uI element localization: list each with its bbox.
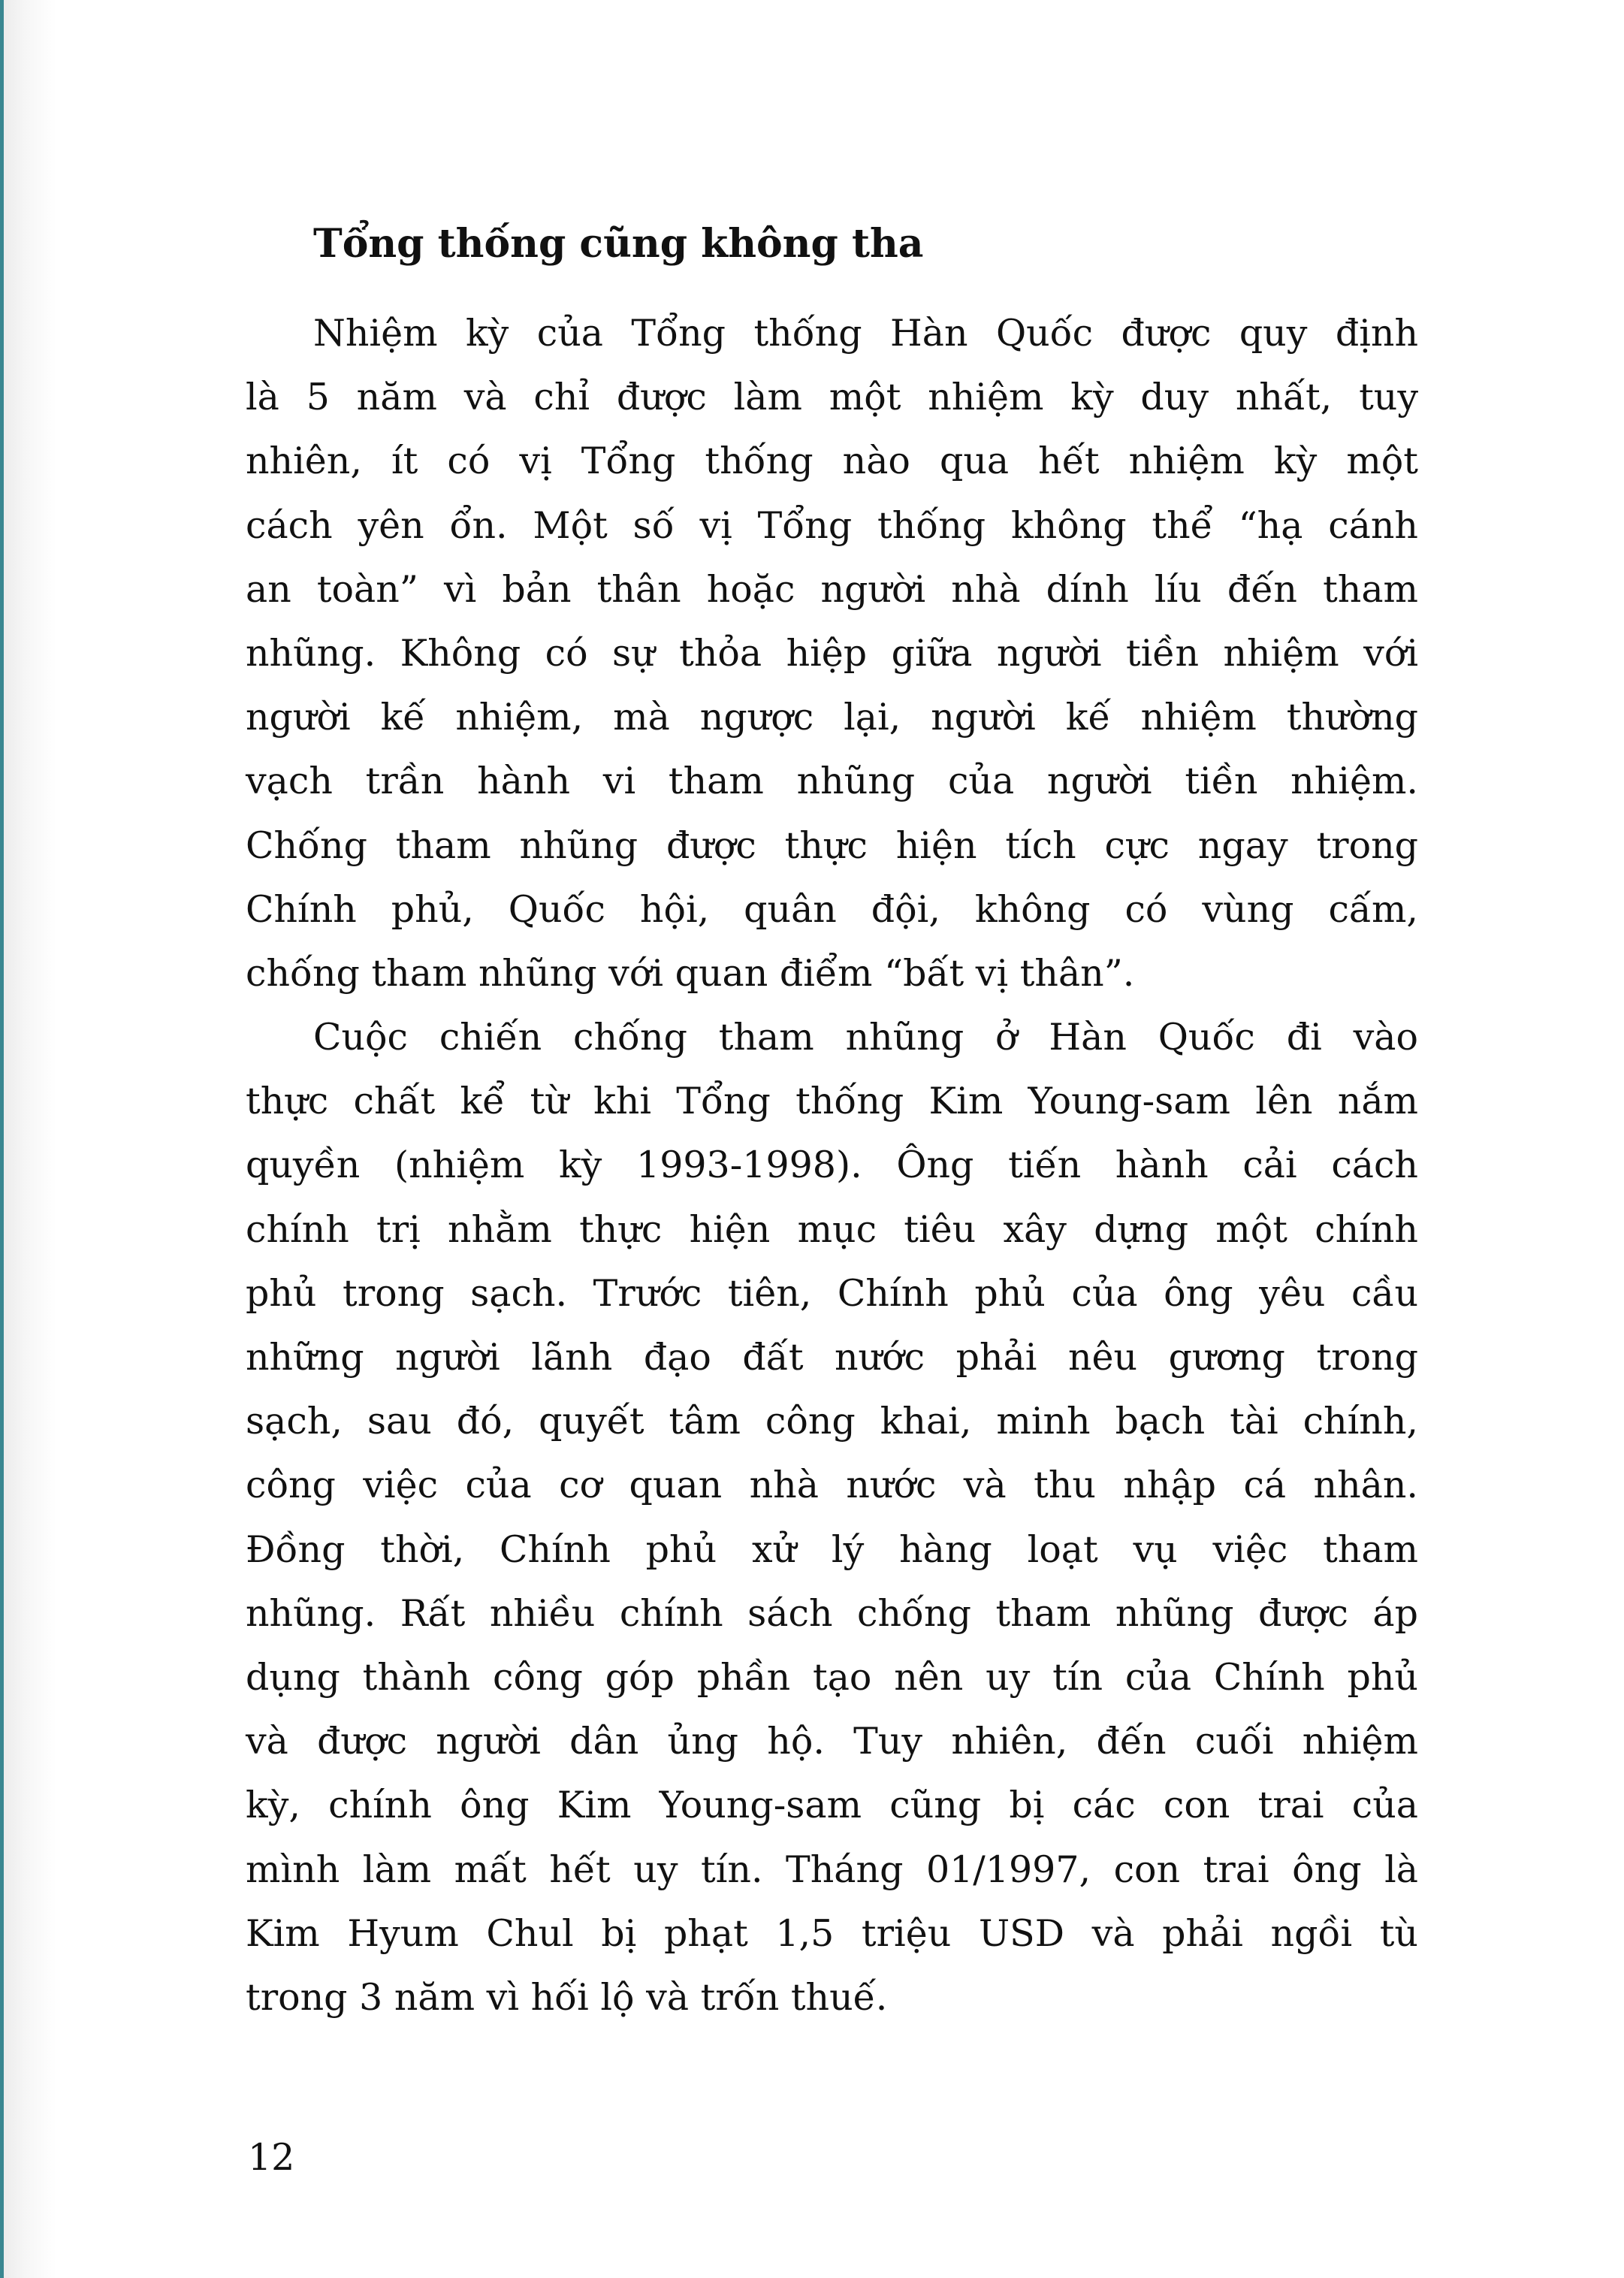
text-line: mình làm mất hết uy tín. Tháng 01/1997, con trai ông là — [246, 1847, 1418, 1891]
text-line: trong 3 năm vì hối lộ và trốn thuế. — [246, 1975, 888, 2019]
text-line: và được người dân ủng hộ. Tuy nhiên, đến cuối nhiệm — [246, 1720, 1418, 1763]
text-line: chính trị nhằm thực hiện mục tiêu xây dựng một chính — [246, 1207, 1418, 1251]
text-line: nhũng. Rất nhiều chính sách chống tham nhũng được áp — [246, 1591, 1418, 1635]
text-line: nhũng. Không có sự thỏa hiệp giữa người tiền nhiệm với — [246, 631, 1418, 675]
text-line: Cuộc chiến chống tham nhũng ở Hàn Quốc đi vào — [313, 1016, 1418, 1059]
text-line: thực chất kể từ khi Tổng thống Kim Young-sam lên nắm — [246, 1080, 1418, 1123]
paragraph — [246, 1014, 1418, 2038]
text-line: những người lãnh đạo đất nước phải nêu gương trong — [246, 1336, 1418, 1379]
body-text — [246, 310, 1418, 2038]
paragraph — [246, 310, 1418, 1014]
text-line: an toàn” vì bản thân hoặc người nhà dính líu đến tham — [246, 567, 1418, 611]
text-line: công việc của cơ quan nhà nước và thu nhập cá nhân. — [246, 1464, 1418, 1507]
text-line: vạch trần hành vi tham nhũng của người tiền nhiệm. — [246, 760, 1418, 803]
text-line: Chống tham nhũng được thực hiện tích cực ngay trong — [246, 823, 1418, 867]
text-line: kỳ, chính ông Kim Young-sam cũng bị các con trai của — [246, 1784, 1418, 1827]
text-line: Đồng thời, Chính phủ xử lý hàng loạt vụ việc tham — [246, 1527, 1418, 1571]
text-line: người kế nhiệm, mà ngược lại, người kế nhiệm thường — [246, 696, 1418, 739]
text-line: chống tham nhũng với quan điểm “bất vị thân”. — [246, 951, 1135, 995]
text-line: cách yên ổn. Một số vị Tổng thống không thể “hạ cánh — [246, 503, 1418, 547]
text-line: Chính phủ, Quốc hội, quân đội, không có vùng cấm, — [246, 887, 1418, 931]
page-gutter-shadow — [4, 0, 56, 2278]
text-line: sạch, sau đó, quyết tâm công khai, minh bạch tài chính, — [246, 1400, 1418, 1443]
page-number: 12 — [248, 2136, 295, 2179]
section-heading: Tổng thống cũng không tha — [313, 221, 924, 267]
text-line: Nhiệm kỳ của Tổng thống Hàn Quốc được quy định — [313, 312, 1418, 355]
text-line: nhiên, ít có vị Tổng thống nào qua hết nhiệm kỳ một — [246, 440, 1418, 483]
text-line: là 5 năm và chỉ được làm một nhiệm kỳ duy nhất, tuy — [246, 376, 1418, 419]
text-line: quyền (nhiệm kỳ 1993-1998). Ông tiến hành cải cách — [246, 1144, 1418, 1187]
text-line: dụng thành công góp phần tạo nên uy tín của Chính phủ — [246, 1655, 1418, 1699]
text-line: phủ trong sạch. Trước tiên, Chính phủ của ông yêu cầu — [246, 1271, 1418, 1315]
text-line: Kim Hyum Chul bị phạt 1,5 triệu USD và phải ngồi tù — [246, 1911, 1418, 1955]
